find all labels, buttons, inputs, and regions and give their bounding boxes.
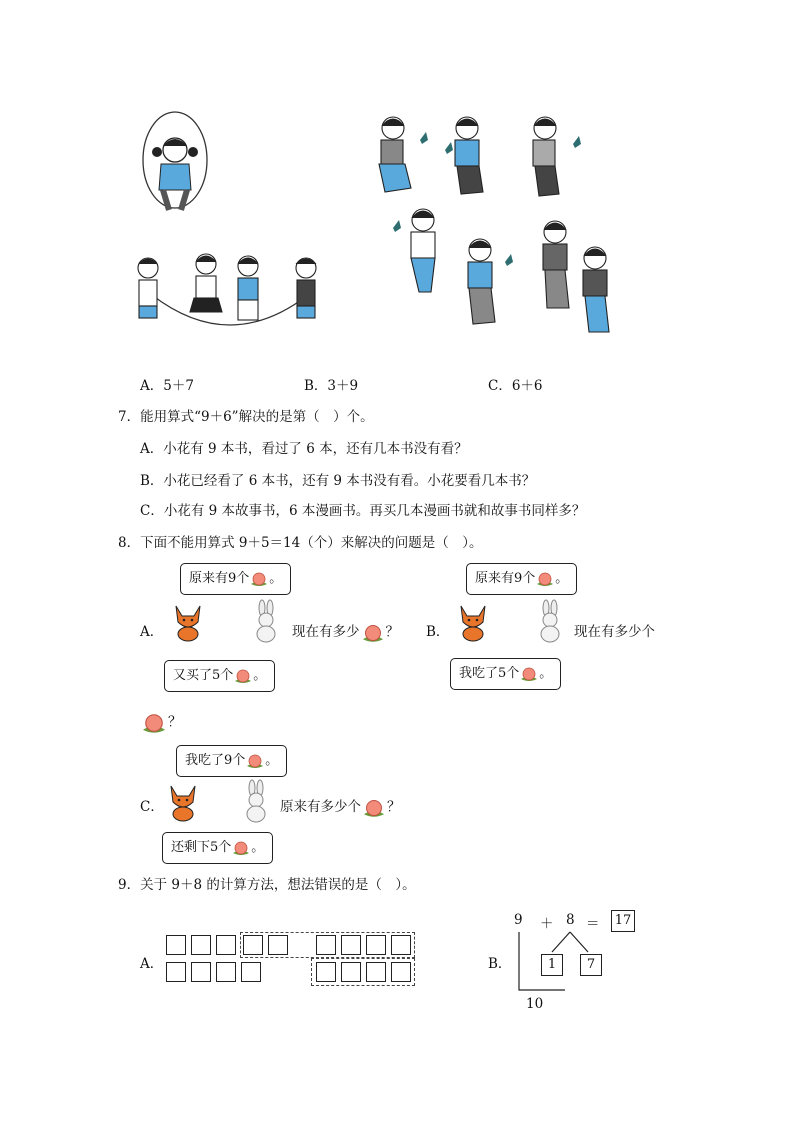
q8-b-top-bubble [466, 563, 577, 595]
bubble-period: 。 [539, 666, 553, 681]
q8-stem: 8．下面不能用算式 9＋5＝14（个）来解决的问题是（ ）。 [118, 535, 483, 551]
q8-a-top-bubble [180, 563, 291, 595]
q8-option-a-label[interactable]: A． [140, 624, 164, 640]
square [316, 935, 336, 955]
q8-a-question [292, 620, 399, 643]
square [216, 935, 236, 955]
square [166, 962, 186, 982]
fox-icon [170, 602, 206, 642]
addend-eight: 8 [566, 912, 575, 928]
bubble-period: 。 [555, 571, 569, 586]
bubble-text: 还剩下5个 [171, 840, 232, 855]
q8-option-c-label[interactable]: C． [140, 799, 164, 815]
square [243, 935, 263, 955]
q6-option-b[interactable]: B．3＋9 [304, 378, 359, 394]
bubble-period: 。 [251, 840, 265, 855]
plus-sign: ＋ [540, 916, 554, 932]
shuttlecock-kids-illustration [365, 110, 615, 345]
rabbit-icon [252, 600, 280, 644]
peach-icon [361, 798, 387, 818]
square [391, 962, 411, 982]
question-mark: ？ [385, 624, 399, 640]
q6-option-a[interactable]: A．5＋7 [140, 378, 194, 394]
bubble-text: 原来有9个 [475, 571, 536, 586]
square [166, 935, 186, 955]
bubble-period: 。 [269, 571, 283, 586]
square [391, 935, 411, 955]
q9-option-a-label[interactable]: A． [140, 956, 164, 972]
bubble-period: 。 [265, 753, 279, 768]
question-text: 现在有多少 [292, 624, 360, 640]
split-right-box: 7 [580, 954, 602, 976]
square [241, 962, 261, 982]
bubble-period: 。 [253, 668, 267, 683]
square [191, 962, 211, 982]
rabbit-icon [536, 600, 564, 644]
q7-option-b[interactable]: B．小花已经看了 6 本书，还有 9 本书没有看。小花要看几本书？ [140, 473, 536, 489]
jump-rope-girl-illustration [135, 110, 215, 230]
question-mark: ？ [387, 799, 401, 815]
q7-option-a[interactable]: A．小花有 9 本书，看过了 6 本，还有几本书没有看？ [140, 441, 468, 457]
q8-c-top-bubble [176, 745, 287, 777]
square [216, 962, 236, 982]
peach-icon [233, 668, 253, 684]
square [316, 962, 336, 982]
q9-option-b-label[interactable]: B． [488, 956, 512, 972]
equals-sign: ＝ [586, 916, 600, 932]
peach-icon [249, 571, 269, 587]
split-left-box: 1 [541, 954, 563, 976]
rabbit-icon [242, 780, 270, 824]
peach-icon [140, 712, 168, 734]
peach-icon [535, 571, 555, 587]
peach-icon [360, 623, 386, 643]
q8-c-question [280, 795, 401, 818]
addend-nine: 9 [514, 912, 523, 928]
rope-jumping-group-illustration [130, 250, 330, 345]
result-box: 17 [611, 910, 635, 932]
square [366, 935, 386, 955]
fox-icon [455, 602, 491, 642]
ten-label: 10 [526, 996, 544, 1012]
square [191, 935, 211, 955]
q8-b-question: 现在有多少个 [574, 624, 655, 640]
question-text: 原来有多少个 [280, 799, 361, 815]
q6-option-c[interactable]: C．6＋6 [488, 378, 543, 394]
square [268, 935, 288, 955]
q9-stem: 9．关于 9＋8 的计算方法，想法错误的是（ ）。 [118, 877, 416, 893]
square [341, 935, 361, 955]
q8-a-bottom-bubble [164, 660, 275, 692]
square [341, 962, 361, 982]
bubble-text: 我吃了9个 [185, 753, 246, 768]
q7-option-c[interactable]: C．小花有 9 本故事书，6 本漫画书。再买几本漫画书就和故事书同样多？ [140, 503, 586, 519]
bubble-text: 原来有9个 [189, 571, 250, 586]
square [366, 962, 386, 982]
q8-b-bottom-bubble [450, 658, 561, 690]
peach-icon [245, 753, 265, 769]
fox-icon [165, 782, 201, 822]
q8-b-question-continued [140, 710, 182, 734]
bubble-text: 又买了5个 [173, 668, 234, 683]
q7-stem: 7．能用算式“9＋6”解决的是第（ ）个。 [118, 409, 374, 425]
q8-option-b-label[interactable]: B． [426, 624, 450, 640]
peach-icon [519, 666, 539, 682]
question-mark: ？ [168, 714, 182, 730]
q8-c-bottom-bubble [162, 832, 273, 864]
peach-icon [231, 840, 251, 856]
bubble-text: 我吃了5个 [459, 666, 520, 681]
